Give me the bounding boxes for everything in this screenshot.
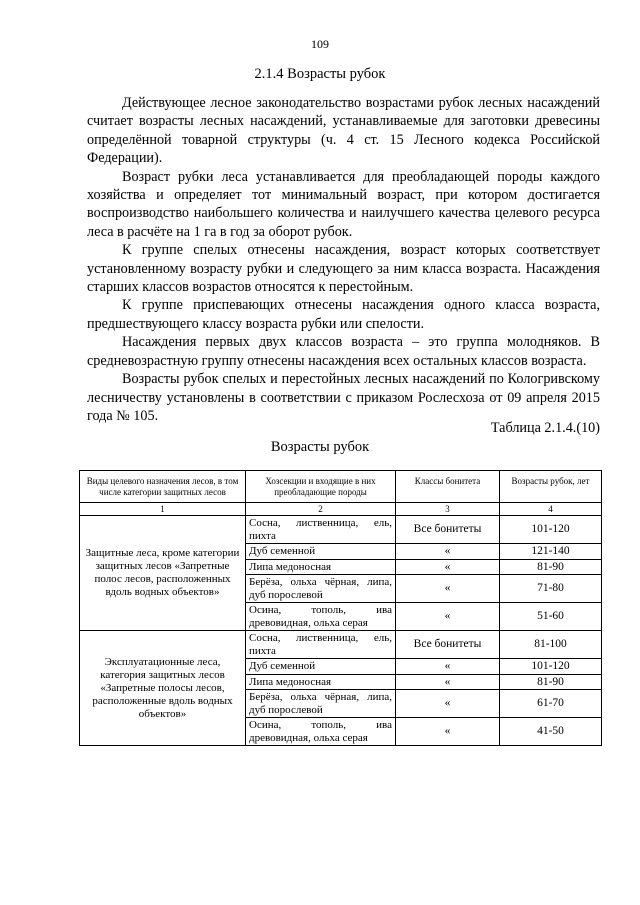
class-cell: « [396,575,500,603]
column-number: 4 [500,503,602,516]
paragraph: К группе приспевающих отнесены насаждения одного класса возраста, предшествующего классу возраста рубки или спелости. [87,297,600,332]
table-row [80,516,602,544]
class-cell: « [396,690,500,718]
species-cell: Дуб семенной [246,659,396,675]
age-cell: 81-100 [500,631,602,659]
section-heading: 2.1.4 Возрасты рубок [254,66,386,82]
table-row [80,631,602,659]
header-cell: Хозсекции и входящие в них преобладающие породы [246,471,396,503]
age-cell: 101-120 [500,659,602,675]
species-cell: Дуб семенной [246,544,396,560]
species-cell: Берёза, ольха чёрная, липа, дуб порослевой [246,575,396,603]
species-cell: Осина, тополь, ива древовидная, ольха серая [246,718,396,746]
table-title: Возрасты рубок [270,439,370,455]
cutting-age-table [79,470,602,746]
paragraph: Насаждения первых двух классов возраста – это группа молодняков. В средневозрастную группу отнесены насаждения всех остальных классов возраста. [87,334,600,369]
class-cell: « [396,603,500,631]
column-number: 1 [80,503,246,516]
page-number: 109 [311,37,329,51]
age-cell: 61-70 [500,690,602,718]
body-text [87,94,600,425]
header-cell: Виды целевого назначения лесов, в том числе категории защитных лесов [80,471,246,503]
age-cell: 41-50 [500,718,602,746]
species-cell: Липа медоносная [246,674,396,690]
age-cell: 81-90 [500,674,602,690]
column-number: 3 [396,503,500,516]
species-cell: Сосна, лиственница, ель, пихта [246,516,396,544]
species-cell: Осина, тополь, ива древовидная, ольха серая [246,603,396,631]
class-cell: « [396,718,500,746]
paragraph: К группе спелых отнесены насаждения, возраст которых соответствует установленному возрасту рубки и следующего за ним класса возраста. Насаждения старших классов возрастов относятся к перестойным. [87,242,600,296]
table-header-row [80,471,602,503]
class-cell: « [396,674,500,690]
age-cell: 101-120 [500,516,602,544]
paragraph: Действующее лесное законодательство возрастами рубок лесных насаждений считает возрасты лесных насаждений, устанавливаемые для заготовки древесины определённой товарной структуры (ч. 4 ст. 15 Лесного кодекса Российской Федерации). [87,95,600,167]
column-number: 2 [246,503,396,516]
paragraph: Возраст рубки леса устанавливается для преобладающей породы каждого хозяйства и определяет тот минимальный возраст, при котором достигается воспроизводство наибольшего количества и наилучшего качества целевого ресурса леса в расчёте на 1 га в год за оборот рубок. [87,168,600,240]
paragraph: Возрасты рубок спелых и перестойных лесных насаждений по Кологривскому лесничеству установлены в соответствии с приказом Рослесхоза от 09 апреля 2015 года № 105. [87,371,600,424]
age-cell: 51-60 [500,603,602,631]
class-cell: « [396,559,500,575]
forest-purpose-cell: Защитные леса, кроме категории защитных лесов «Запретные полос лесов, расположенных вдоль водных объектов» [80,516,246,631]
forest-purpose-cell: Эксплуатационные леса, категория защитных лесов «Запретные полосы лесов, расположенные вдоль водных объектов» [80,631,246,746]
class-cell: Все бонитеты [396,516,500,544]
table-label: Таблица 2.1.4.(10) [490,420,600,436]
header-cell: Классы бонитета [396,471,500,503]
age-cell: 121-140 [500,544,602,560]
species-cell: Берёза, ольха чёрная, липа, дуб порослевой [246,690,396,718]
class-cell: « [396,659,500,675]
species-cell: Сосна, лиственница, ель, пихта [246,631,396,659]
class-cell: Все бонитеты [396,631,500,659]
species-cell: Липа медоносная [246,559,396,575]
header-cell: Возрасты рубок, лет [500,471,602,503]
class-cell: « [396,544,500,560]
age-cell: 71-80 [500,575,602,603]
age-cell: 81-90 [500,559,602,575]
column-number-row [80,503,602,516]
